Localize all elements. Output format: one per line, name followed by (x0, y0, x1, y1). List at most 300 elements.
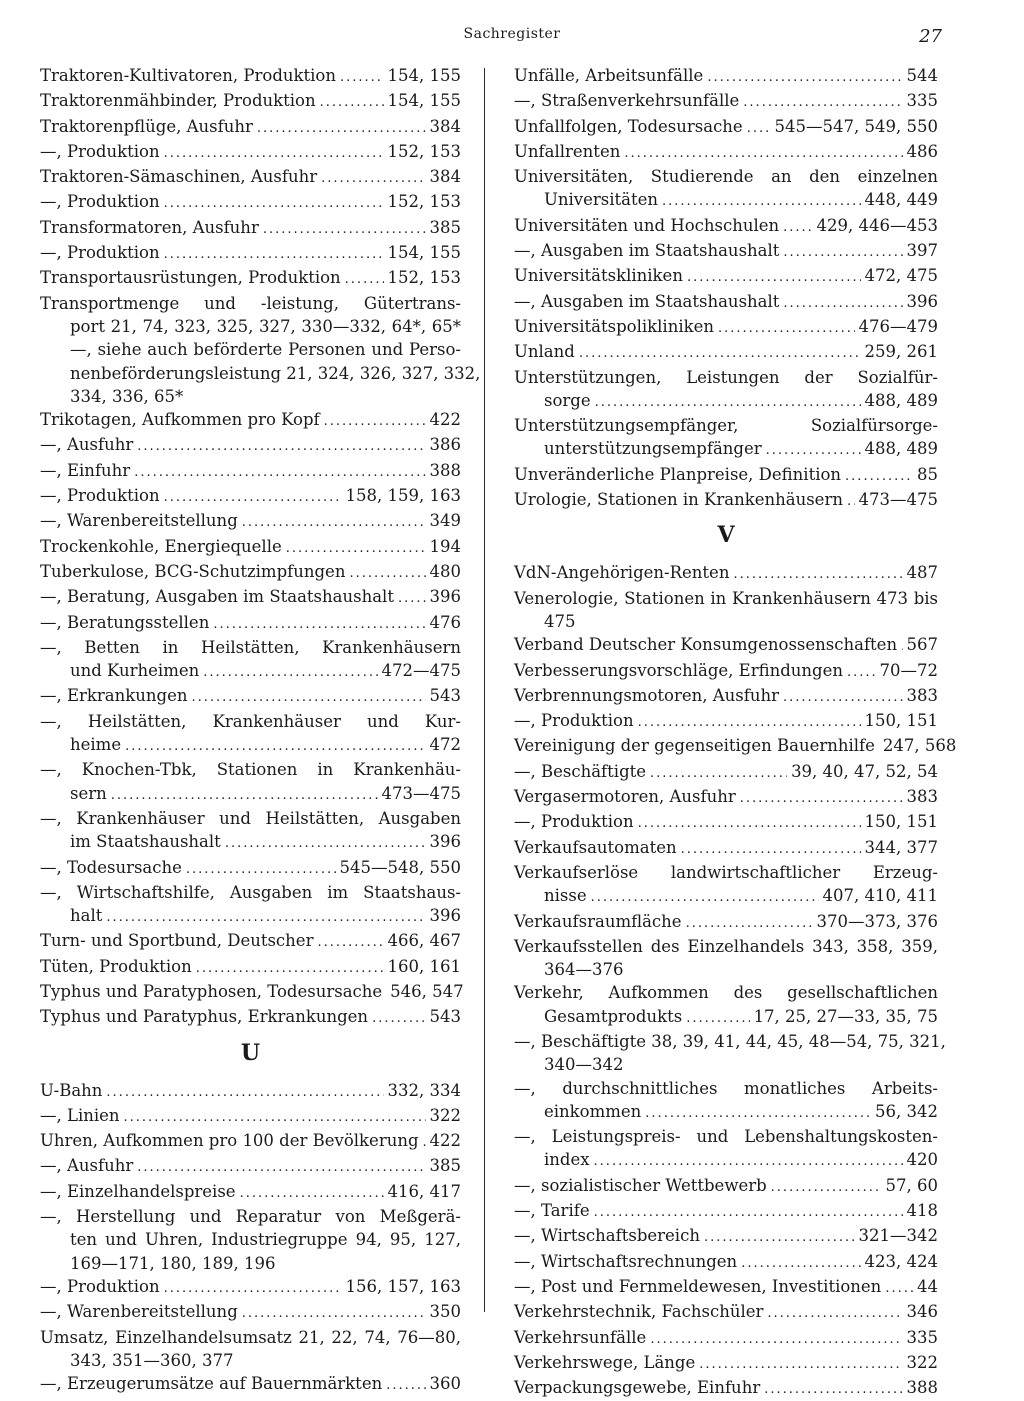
entry-pages: 150, 151 (864, 711, 938, 731)
index-line: —, Krankenhäuser und Heilstätten, Ausgaben (40, 808, 461, 828)
entry-term: Verkehrstechnik, Fachschüler (514, 1302, 764, 1322)
entry-pages: 544 (906, 66, 938, 85)
entry-term: im Staatshaushalt (70, 832, 221, 852)
dot-leader (686, 912, 813, 935)
index-entry (40, 408, 461, 433)
dot-leader (186, 858, 336, 881)
dot-leader (901, 635, 902, 658)
index-line: —, Leistungspreis- und Lebenshaltungskosten- (514, 1127, 938, 1147)
index-entry (40, 1275, 461, 1300)
entry-term: Turn- und Sportbund, Deutscher (40, 931, 314, 951)
index-entry (40, 1104, 461, 1129)
entry-term: —, Straßenverkehrsunfälle (514, 91, 740, 111)
entry-pages: 486 (906, 141, 938, 161)
dot-leader (137, 435, 425, 458)
entry-pages: 152, 153 (387, 192, 461, 212)
dot-leader (286, 537, 426, 560)
entry-pages: 422 (429, 1131, 461, 1151)
index-line: 334, 336, 65* (70, 386, 184, 406)
entry-pages: 384 (429, 167, 461, 187)
entry-term: Verpackungsgewebe, Einfuhr (514, 1378, 761, 1398)
entry-pages: 335 (906, 91, 938, 111)
dot-leader (164, 243, 384, 266)
entry-pages: 545—548, 550 (339, 857, 461, 877)
index-line: Verkaufserlöse landwirtschaftlicher Erzeug- (514, 862, 938, 882)
index-entry (514, 760, 938, 785)
entry-term: Transformatoren, Ausfuhr (40, 217, 259, 237)
entry-term: VdN-Angehörigen-Renten (514, 563, 730, 583)
entry-pages: 407, 410, 411 (822, 886, 938, 906)
index-entry (514, 659, 938, 684)
entry-pages: 57, 60 (885, 1175, 938, 1195)
index-entry (514, 315, 938, 340)
index-entry (40, 165, 461, 190)
index-line: Universitäten, Studierende an den einzelnen (514, 167, 938, 187)
index-line: Verkaufsstellen des Einzelhandels 343, 358, 359, (514, 936, 938, 956)
dot-leader (767, 1302, 902, 1325)
index-entry (514, 188, 938, 213)
dot-leader (699, 1353, 902, 1376)
entry-term: Verbrennungsmotoren, Ausfuhr (514, 685, 779, 705)
index-line: 169—171, 180, 189, 196 (70, 1253, 276, 1273)
dot-leader (340, 66, 384, 89)
entry-pages: 160, 161 (387, 956, 461, 976)
dot-leader (164, 1277, 342, 1300)
entry-pages: 487 (906, 563, 938, 583)
entry-term: nisse (544, 886, 587, 906)
index-entry (514, 1326, 938, 1351)
dot-leader (345, 268, 384, 291)
index-line: —, siehe auch beförderte Personen und Perso- (70, 340, 461, 360)
entry-pages: 488, 489 (864, 439, 938, 459)
dot-leader (594, 1150, 903, 1173)
dot-leader (624, 142, 902, 165)
entry-pages: 488, 489 (864, 390, 938, 410)
dot-leader (111, 784, 378, 807)
index-entry (514, 290, 938, 315)
dot-leader (638, 711, 861, 734)
dot-leader (242, 1302, 426, 1325)
entry-term: —, Ausfuhr (40, 1156, 134, 1176)
dot-leader (594, 1201, 903, 1224)
index-entry (514, 89, 938, 114)
entry-pages: 322 (429, 1105, 461, 1125)
entry-term: Unfallfolgen, Todesursache (514, 116, 743, 136)
entry-pages: 346 (906, 1302, 938, 1322)
index-entry (514, 1148, 938, 1173)
entry-pages: 150, 151 (864, 812, 938, 832)
entry-term: —, Produktion (40, 141, 160, 161)
dot-leader (191, 686, 425, 709)
entry-term: Universitätskliniken (514, 266, 683, 286)
entry-pages: 423, 424 (864, 1251, 938, 1271)
dot-leader (321, 167, 425, 190)
entry-term: Universitäten (544, 190, 659, 210)
dot-leader (687, 266, 861, 289)
entry-pages: 194 (429, 536, 461, 556)
entry-pages: 397 (906, 241, 938, 261)
dot-leader (847, 661, 876, 684)
entry-pages: 543 (429, 686, 461, 706)
entry-term: —, Produktion (40, 1276, 160, 1296)
index-entry (40, 190, 461, 215)
entry-term: Verbesserungsvorschläge, Erfindungen (514, 660, 843, 680)
dot-leader (349, 562, 425, 585)
dot-leader (845, 465, 913, 488)
entry-term: —, sozialistischer Wettbewerb (514, 1175, 767, 1195)
index-entry (40, 433, 461, 458)
index-entry (40, 64, 461, 89)
entry-pages: 448, 449 (864, 190, 938, 210)
entry-term: —, Ausgaben im Staatshaushalt (514, 291, 780, 311)
dot-leader (196, 957, 384, 980)
index-entry (40, 1300, 461, 1325)
index-entry (40, 684, 461, 709)
index-line: —, durchschnittliches monatliches Arbeits- (514, 1078, 938, 1098)
index-entry (514, 389, 938, 414)
entry-pages: 360 (429, 1374, 461, 1394)
dot-leader (423, 1131, 426, 1154)
entry-term: Traktoren-Sämaschinen, Ausfuhr (40, 167, 318, 187)
entry-term: —, Todesursache (40, 857, 182, 877)
index-line: Unterstützungsempfänger, Sozialfürsorge- (514, 416, 938, 436)
index-line: 343, 351—360, 377 (70, 1350, 234, 1370)
index-entry (514, 785, 938, 810)
entry-term: Verkaufsautomaten (514, 837, 677, 857)
dot-leader (324, 410, 426, 433)
index-entry (40, 1154, 461, 1179)
index-line: nenbeförderungsleistung 21, 324, 326, 327, 332, (70, 363, 481, 383)
entry-pages: 543 (429, 1007, 461, 1027)
left-column (40, 64, 481, 1397)
dot-leader (662, 190, 860, 213)
entry-term: —, Warenbereitstellung (40, 511, 238, 531)
dot-leader (257, 117, 426, 140)
index-entry (514, 264, 938, 289)
entry-pages: 85 (917, 464, 938, 484)
entry-pages: 472, 475 (864, 266, 938, 286)
entry-term: —, Produktion (40, 486, 160, 506)
index-entry (40, 89, 461, 114)
section-letter-v: V (717, 522, 735, 549)
column-divider (484, 68, 485, 1312)
entry-pages: 418 (906, 1201, 938, 1221)
index-entry (514, 488, 938, 513)
entry-term: Unveränderliche Planpreise, Definition (514, 464, 842, 484)
index-entry (40, 856, 461, 881)
entry-term: —, Beratung, Ausgaben im Staatshaushalt (40, 587, 394, 607)
running-head: Sachregister (463, 26, 561, 42)
index-entry (514, 340, 938, 365)
index-entry (40, 115, 461, 140)
entry-term: sern (70, 783, 107, 803)
index-entry (40, 1372, 461, 1397)
dot-leader (650, 1328, 902, 1351)
entry-pages: 152, 153 (387, 268, 461, 288)
dot-leader (591, 886, 819, 909)
dot-leader (686, 1007, 749, 1030)
index-entry (514, 463, 938, 488)
entry-term: —, Wirtschaftsrechnungen (514, 1251, 738, 1271)
dot-leader (317, 931, 383, 954)
dot-leader (733, 563, 902, 586)
entry-term: —, Produktion (514, 812, 634, 832)
entry-pages: 480 (429, 561, 461, 581)
index-entry (40, 1079, 461, 1104)
index-entry (40, 484, 461, 509)
entry-term: und Kurheimen (70, 661, 200, 681)
index-line: 364—376 (544, 960, 624, 980)
dot-leader (847, 490, 855, 513)
entry-term: Unfallrenten (514, 141, 621, 161)
index-entry (514, 140, 938, 165)
index-entry (514, 214, 938, 239)
index-entry (514, 1224, 938, 1249)
index-entry (40, 459, 461, 484)
entry-term: —, Produktion (514, 711, 634, 731)
index-entry (40, 585, 461, 610)
right-column (514, 64, 957, 1401)
entry-pages: 350 (429, 1302, 461, 1322)
dot-leader (741, 1252, 860, 1275)
index-entry (514, 709, 938, 734)
entry-term: Universitätspolikliniken (514, 316, 714, 336)
dot-leader (134, 461, 425, 484)
entry-term: —, Einfuhr (40, 460, 131, 480)
dot-leader (242, 511, 426, 534)
entry-term: Trockenkohle, Energiequelle (40, 536, 282, 556)
index-line: Umsatz, Einzelhandelsumsatz 21, 22, 74, 76—80, (40, 1327, 461, 1347)
index-entry (40, 241, 461, 266)
dot-leader (885, 1277, 913, 1300)
index-line: 340—342 (544, 1055, 624, 1075)
entry-term: —, Erkrankungen (40, 686, 188, 706)
index-entry (514, 1174, 938, 1199)
index-entry (514, 1275, 938, 1300)
entry-term: Gesamtprodukts (544, 1006, 683, 1026)
index-entry (40, 830, 461, 855)
index-entry (40, 1129, 461, 1154)
index-entry (514, 1005, 938, 1030)
entry-pages: 152, 153 (387, 141, 461, 161)
index-entry (40, 509, 461, 534)
index-entry (40, 955, 461, 980)
entry-pages: 349 (429, 511, 461, 531)
entry-pages: 546, 547 (390, 981, 464, 1001)
index-entry (40, 140, 461, 165)
entry-term: —, Ausgaben im Staatshaushalt (514, 241, 780, 261)
dot-leader (164, 486, 342, 509)
entry-term: Unfälle, Arbeitsunfälle (514, 66, 704, 85)
dot-leader (579, 342, 861, 365)
entry-term: —, Wirtschaftsbereich (514, 1226, 700, 1246)
entry-term: unterstützungsempfänger (544, 439, 762, 459)
entry-pages: 385 (429, 1156, 461, 1176)
entry-term: —, Linien (40, 1105, 120, 1125)
dot-leader (638, 812, 861, 835)
entry-pages: 473—475 (381, 783, 461, 803)
index-line: port 21, 74, 323, 325, 327, 330—332, 64*, 65* (70, 316, 461, 336)
entry-term: —, Warenbereitstellung (40, 1302, 238, 1322)
index-entry (40, 611, 461, 636)
dot-leader (213, 613, 425, 636)
dot-leader (740, 787, 903, 810)
index-line: —, Wirtschaftshilfe, Ausgaben im Staatshaus- (40, 882, 461, 902)
entry-pages: 476 (429, 612, 461, 632)
entry-term: Tuberkulose, BCG-Schutzimpfungen (40, 561, 346, 581)
entry-pages: 17, 25, 27—33, 35, 75 (753, 1006, 938, 1026)
entry-term: —, Beschäftigte (514, 761, 647, 781)
dot-leader (783, 216, 812, 239)
index-entry (514, 810, 938, 835)
entry-term: —, Produktion (40, 192, 160, 212)
entry-pages: 396 (906, 291, 938, 311)
index-entry (514, 910, 938, 935)
entry-term: Traktorenmähbinder, Produktion (40, 91, 316, 111)
index-entry (514, 836, 938, 861)
dot-leader (783, 241, 902, 264)
dot-leader (320, 91, 384, 114)
entry-pages: 335 (906, 1327, 938, 1347)
entry-term: Urologie, Stationen in Krankenhäusern (514, 490, 843, 510)
dot-leader (766, 439, 861, 462)
entry-pages: 383 (906, 685, 938, 705)
entry-term: Vergasermotoren, Ausfuhr (514, 787, 736, 807)
entry-pages: 154, 155 (387, 66, 461, 85)
dot-leader (372, 1007, 425, 1030)
entry-pages: 156, 157, 163 (345, 1276, 461, 1296)
index-entry (40, 659, 461, 684)
index-entry (40, 733, 461, 758)
entry-pages: 332, 334 (387, 1080, 461, 1100)
entry-term: —, Post und Fernmeldewesen, Investitionen (514, 1276, 882, 1296)
dot-leader (707, 66, 902, 89)
entry-pages: 44 (917, 1276, 938, 1296)
entry-term: Universitäten und Hochschulen (514, 215, 780, 235)
entry-term: Transportausrüstungen, Produktion (40, 268, 341, 288)
index-entry (514, 239, 938, 264)
index-entry (514, 633, 938, 658)
index-entry (40, 929, 461, 954)
dot-leader (386, 1374, 425, 1397)
dot-leader (650, 762, 787, 785)
dot-leader (783, 292, 902, 315)
dot-leader (263, 218, 426, 241)
index-entry (514, 734, 957, 759)
index-line: Venerologie, Stationen in Krankenhäusern 473 bis (514, 588, 938, 608)
index-line: Unterstützungen, Leistungen der Sozialfür- (514, 367, 938, 387)
entry-pages: 422 (429, 410, 461, 430)
entry-term: index (544, 1150, 590, 1170)
entry-pages: 247, 568 (882, 736, 957, 756)
entry-term: Verkaufsraumfläche (514, 911, 682, 931)
dot-leader (595, 391, 861, 414)
index-entry (514, 1300, 938, 1325)
entry-term: Tüten, Produktion (40, 956, 192, 976)
dot-leader (645, 1102, 871, 1125)
entry-pages: 154, 155 (387, 91, 461, 111)
index-entry (514, 561, 938, 586)
index-line: Transportmenge und -leistung, Gütertrans- (40, 293, 461, 313)
entry-term: Typhus und Paratyphosen, Todesursache (40, 981, 383, 1001)
entry-term: Verkehrsunfälle (514, 1327, 647, 1347)
entry-pages: 386 (429, 435, 461, 455)
entry-pages: 396 (429, 832, 461, 852)
entry-term: Vereinigung der gegenseitigen Bauernhilfe (514, 736, 875, 756)
dot-leader (164, 142, 384, 165)
entry-pages: 416, 417 (387, 1181, 461, 1201)
index-entry (514, 115, 938, 140)
entry-term: Verband Deutscher Konsumgenossenschaften (514, 635, 898, 655)
entry-term: —, Tarife (514, 1201, 590, 1221)
entry-pages: 385 (429, 217, 461, 237)
index-entry (514, 1250, 938, 1275)
entry-pages: 344, 377 (864, 837, 938, 857)
dot-leader (743, 91, 902, 114)
index-entry (40, 980, 464, 1005)
entry-term: heime (70, 735, 122, 755)
dot-leader (681, 838, 861, 861)
entry-term: Uhren, Aufkommen pro 100 der Bevölkerung (40, 1131, 419, 1151)
entry-term: Traktoren-Kultivatoren, Produktion (40, 66, 336, 85)
entry-term: halt (70, 906, 103, 926)
index-line: Verkehr, Aufkommen des gesellschaftlichen (514, 983, 938, 1003)
entry-term: —, Erzeugerumsätze auf Bauernmärkten (40, 1374, 383, 1394)
entry-pages: 321—342 (858, 1226, 938, 1246)
entry-pages: 396 (429, 906, 461, 926)
index-line: —, Heilstätten, Krankenhäuser und Kur- (40, 711, 461, 731)
entry-pages: 545—547, 549, 550 (774, 116, 938, 136)
dot-leader (203, 661, 377, 684)
entry-term: Unland (514, 342, 575, 362)
dot-leader (106, 1081, 383, 1104)
index-entry (514, 437, 938, 462)
entry-pages: 383 (906, 787, 938, 807)
page-number: 27 (919, 26, 942, 47)
index-entry (514, 1351, 938, 1376)
index-entry (40, 1005, 461, 1030)
index-line: ten und Uhren, Industriegruppe 94, 95, 127, (70, 1230, 461, 1250)
index-entry (40, 266, 461, 291)
entry-pages: 388 (429, 460, 461, 480)
entry-pages: 158, 159, 163 (345, 486, 461, 506)
entry-pages: 473—475 (858, 490, 938, 510)
index-entry (40, 560, 461, 585)
index-entry (40, 216, 461, 241)
index-entry (40, 904, 461, 929)
dot-leader (106, 906, 425, 929)
entry-term: einkommen (544, 1101, 642, 1121)
index-entry (514, 64, 938, 89)
entry-pages: 370—373, 376 (816, 911, 938, 931)
entry-term: —, Einzelhandelspreise (40, 1181, 236, 1201)
index-line: 475 (544, 611, 576, 631)
entry-term: sorge (544, 390, 591, 410)
dot-leader (718, 317, 855, 340)
entry-pages: 466, 467 (387, 931, 461, 951)
index-entry (514, 1199, 938, 1224)
entry-term: —, Ausfuhr (40, 435, 134, 455)
index-entry (514, 684, 938, 709)
entry-pages: 259, 261 (864, 342, 938, 362)
entry-term: U-Bahn (40, 1080, 103, 1100)
index-entry (514, 884, 938, 909)
entry-term: —, Produktion (40, 243, 160, 263)
index-line: —, Beschäftigte 38, 39, 41, 44, 45, 48—54, 75, 321, (514, 1031, 946, 1051)
dot-leader (783, 686, 903, 709)
entry-pages: 429, 446—453 (816, 215, 938, 235)
entry-pages: 472—475 (381, 661, 461, 681)
